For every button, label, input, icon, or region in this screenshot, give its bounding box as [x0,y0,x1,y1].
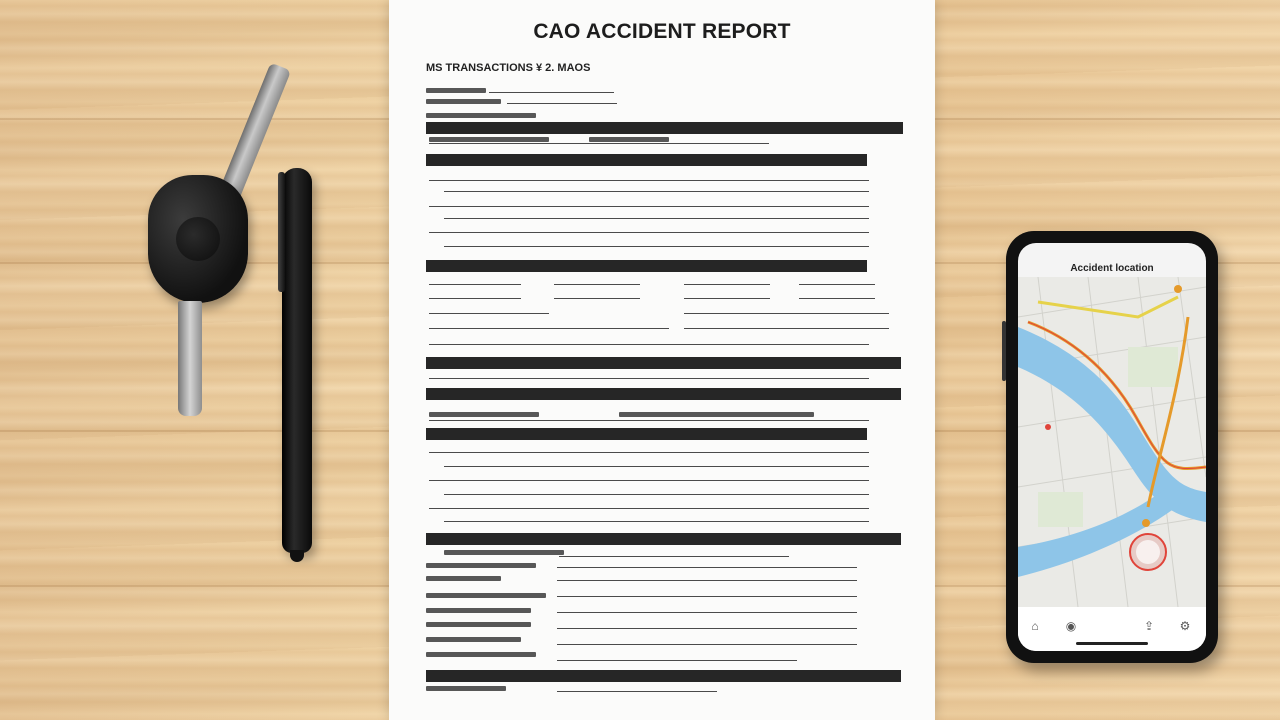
field-line[interactable] [429,180,869,181]
phone-screen [1018,243,1206,651]
pen [280,168,314,563]
field-line[interactable] [557,691,717,692]
section-header [426,357,901,369]
field-line[interactable] [557,660,797,661]
field-line[interactable] [429,298,521,299]
side-button[interactable] [1002,321,1006,381]
pen-tip [290,550,304,562]
field-line[interactable] [429,328,669,329]
field-line[interactable] [444,191,869,192]
field-line[interactable] [429,232,869,233]
camera-icon[interactable]: ◉ [1065,619,1077,633]
field-label [426,563,536,568]
key-blade [178,301,202,416]
section-header [426,260,867,272]
settings-icon[interactable]: ⚙ [1179,619,1191,633]
field-line[interactable] [557,596,857,597]
field-label [426,637,521,642]
field-label [426,99,501,104]
map-view[interactable] [1018,277,1206,607]
field-line[interactable] [429,378,869,379]
field-label [429,412,539,417]
accident-report-form [389,0,935,720]
field-label [444,550,564,555]
section-header [426,533,901,545]
field-line[interactable] [684,328,889,329]
field-line[interactable] [684,284,770,285]
field-line[interactable] [429,420,869,421]
field-line[interactable] [429,344,869,345]
field-line[interactable] [507,103,617,104]
field-label [429,137,549,142]
field-line[interactable] [429,313,549,314]
field-line[interactable] [429,284,521,285]
key-fob [148,175,248,303]
field-line[interactable] [429,143,769,144]
field-line[interactable] [444,521,869,522]
field-line[interactable] [684,298,770,299]
report-subtitle: MS TRANSACTIONS ¥ 2. MAOS [426,62,591,74]
field-label [619,412,814,417]
field-line[interactable] [554,284,640,285]
field-line[interactable] [554,298,640,299]
smartphone [1006,231,1218,663]
field-label [426,652,536,657]
field-line[interactable] [799,284,875,285]
home-icon[interactable]: ⌂ [1031,619,1039,633]
field-line[interactable] [684,313,889,314]
field-line[interactable] [557,612,857,613]
field-line[interactable] [799,298,875,299]
section-header [426,428,867,440]
field-label [426,622,531,627]
field-line[interactable] [557,628,857,629]
pen-body [282,168,312,553]
home-indicator[interactable] [1076,642,1148,645]
field-line[interactable] [489,92,614,93]
section-header [426,670,901,682]
field-line[interactable] [557,567,857,568]
field-line[interactable] [429,452,869,453]
field-line[interactable] [429,206,869,207]
section-header [426,388,901,400]
field-label [426,576,501,581]
field-line[interactable] [429,480,869,481]
field-line[interactable] [444,494,869,495]
field-line[interactable] [557,580,857,581]
field-label [589,137,669,142]
map-graphic [1018,277,1206,607]
field-line[interactable] [444,466,869,467]
report-title: CAO ACCIDENT REPORT [533,20,791,43]
pen-clip [278,172,285,292]
field-line[interactable] [559,556,789,557]
field-line[interactable] [444,246,869,247]
field-line[interactable] [429,508,869,509]
key-fob-button [176,217,220,261]
field-label [426,593,546,598]
field-line[interactable] [557,644,857,645]
car-keys [140,55,280,425]
field-line[interactable] [444,218,869,219]
field-label [426,88,486,93]
map-app-title: Accident location [1070,263,1154,274]
share-icon[interactable]: ⇪ [1143,619,1155,633]
field-label [426,608,531,613]
field-label [426,686,506,691]
field-label [426,113,536,118]
section-header [426,154,867,166]
section-header [426,122,903,134]
